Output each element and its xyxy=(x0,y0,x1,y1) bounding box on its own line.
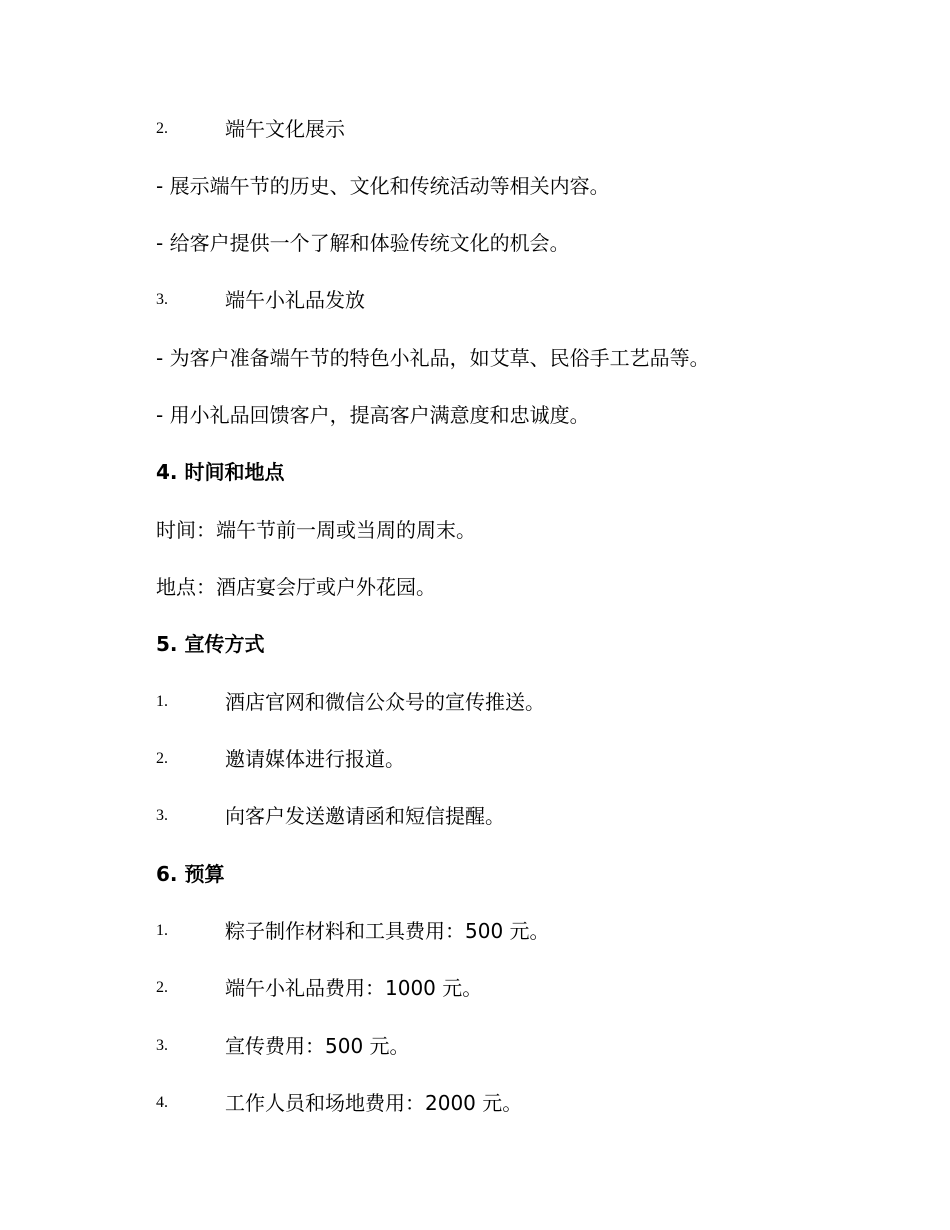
list-item-text: 酒店官网和微信公众号的宣传推送。 xyxy=(225,690,545,714)
bullet-culture-1: - 展示端午节的历史、文化和传统活动等相关内容。 xyxy=(156,174,610,198)
list-number: 3. xyxy=(156,807,168,824)
list-item-text: 粽子制作材料和工具费用：500 元。 xyxy=(225,919,550,943)
list-number: 2. xyxy=(156,979,168,996)
list-number: 1. xyxy=(156,693,168,710)
bullet-culture-2: - 给客户提供一个了解和体验传统文化的机会。 xyxy=(156,231,570,255)
section-heading-budget: 6. 预算 xyxy=(156,862,225,886)
list-item-text: 端午文化展示 xyxy=(225,117,345,141)
list-item-text: 邀请媒体进行报道。 xyxy=(225,747,405,771)
list-item-text: 向客户发送邀请函和短信提醒。 xyxy=(225,804,505,828)
list-number: 4. xyxy=(156,1094,168,1111)
list-number: 3. xyxy=(156,1037,168,1054)
time-text: 时间：端午节前一周或当周的周末。 xyxy=(156,518,476,542)
list-item-text: 端午小礼品费用：1000 元。 xyxy=(225,976,483,1000)
list-item-text: 工作人员和场地费用：2000 元。 xyxy=(225,1091,523,1115)
list-number: 2. xyxy=(156,750,168,767)
list-number: 2. xyxy=(156,120,168,137)
list-number: 1. xyxy=(156,922,168,939)
bullet-gifts-2: - 用小礼品回馈客户，提高客户满意度和忠诚度。 xyxy=(156,403,590,427)
section-heading-promotion: 5. 宣传方式 xyxy=(156,632,265,656)
list-item-text: 宣传费用：500 元。 xyxy=(225,1034,410,1058)
section-heading-time-place: 4. 时间和地点 xyxy=(156,460,285,484)
bullet-gifts-1: - 为客户准备端午节的特色小礼品，如艾草、民俗手工艺品等。 xyxy=(156,346,710,370)
place-text: 地点：酒店宴会厅或户外花园。 xyxy=(156,575,436,599)
list-item-text: 端午小礼品发放 xyxy=(225,288,365,312)
list-number: 3. xyxy=(156,291,168,308)
